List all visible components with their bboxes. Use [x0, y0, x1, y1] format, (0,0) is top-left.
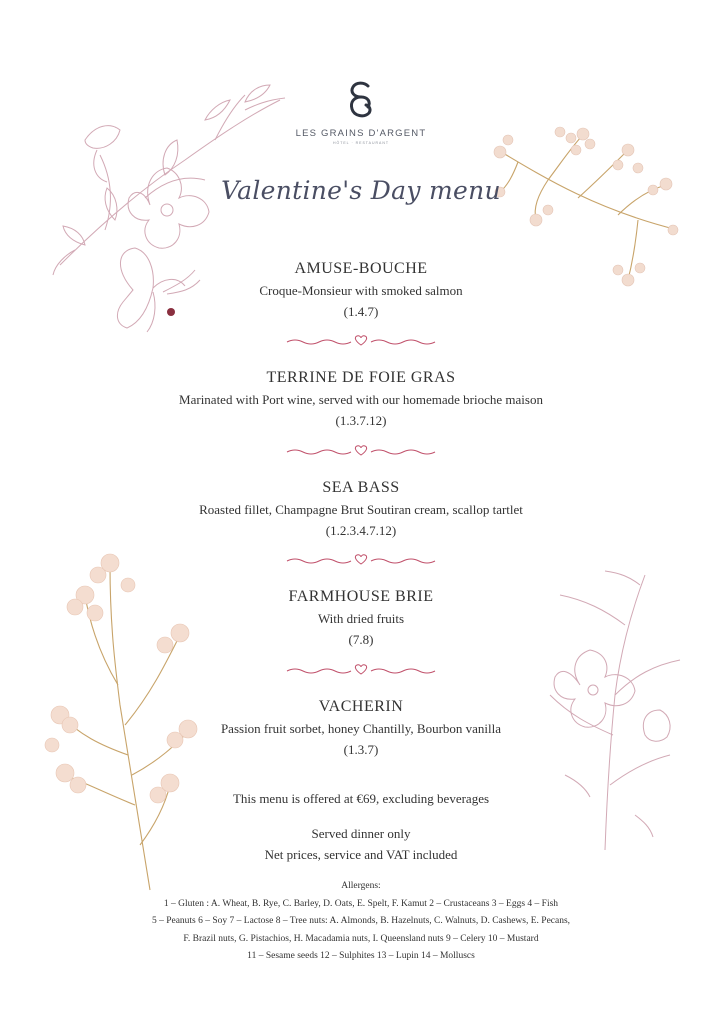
- course-allergens: (1.4.7): [343, 304, 379, 319]
- course-vacherin: [0, 697, 722, 760]
- heart-divider: [285, 333, 437, 347]
- course-description: Croque-Monsieur with smoked salmon: [259, 283, 463, 298]
- brand-subtitle: HÔTEL · RESTAURANT: [332, 141, 390, 145]
- service-note-dinner: Served dinner only: [311, 826, 411, 841]
- allergens-legend: [0, 878, 722, 966]
- allergens-heading: Allergens:: [341, 881, 381, 891]
- course-name: AMUSE-BOUCHE: [294, 260, 428, 277]
- brand-logo-icon: [346, 80, 376, 122]
- course-name: TERRINE DE FOIE GRAS: [266, 369, 456, 386]
- course-allergens: (1.3.7): [343, 742, 379, 757]
- course-terrine: [0, 368, 722, 431]
- heart-divider: [285, 662, 437, 676]
- course-allergens: (1.2.3.4.7.12): [325, 523, 397, 538]
- allergens-line: 11 – Sesame seeds 12 – Sulphites 13 – Lupin 14 – Molluscs: [247, 951, 475, 961]
- course-name: FARMHOUSE BRIE: [288, 588, 434, 605]
- heart-divider: [285, 443, 437, 457]
- course-name: SEA BASS: [322, 479, 400, 496]
- course-farmhouse-brie: [0, 587, 722, 650]
- allergens-line: 5 – Peanuts 6 – Soy 7 – Lactose 8 – Tree nuts: A. Almonds, B. Hazelnuts, C. Walnuts, D. Cashews, E. Pecans,: [151, 916, 571, 926]
- course-description: With dried fruits: [317, 611, 405, 626]
- course-amuse-bouche: [0, 259, 722, 322]
- heart-divider: [285, 552, 437, 566]
- course-allergens: (1.3.7.12): [335, 413, 387, 428]
- course-allergens: (7.8): [348, 632, 374, 647]
- course-description: Roasted fillet, Champagne Brut Soutiran cream, scallop tartlet: [199, 502, 523, 517]
- allergens-line: F. Brazil nuts, G. Pistachios, H. Macadamia nuts, I. Queensland nuts 9 – Celery 10 – Mustard: [183, 933, 539, 944]
- course-description: Passion fruit sorbet, honey Chantilly, Bourbon vanilla: [220, 721, 502, 736]
- course-sea-bass: [0, 478, 722, 541]
- course-name: VACHERIN: [318, 698, 404, 715]
- brand-name: LES GRAINS D'ARGENT: [295, 128, 427, 139]
- menu-title: Valentine's Day menu: [221, 176, 501, 205]
- brand-header: [0, 80, 722, 145]
- allergens-line: 1 – Gluten : A. Wheat, B. Rye, C. Barley, D. Oats, E. Spelt, F. Kamut 2 – Crustaceans 3 – Eggs 4 – Fish: [163, 898, 559, 909]
- price-note: This menu is offered at €69, excluding beverages: [232, 791, 490, 806]
- course-description: Marinated with Port wine, served with our homemade brioche maison: [179, 392, 543, 407]
- service-note-prices: Net prices, service and VAT included: [264, 847, 458, 862]
